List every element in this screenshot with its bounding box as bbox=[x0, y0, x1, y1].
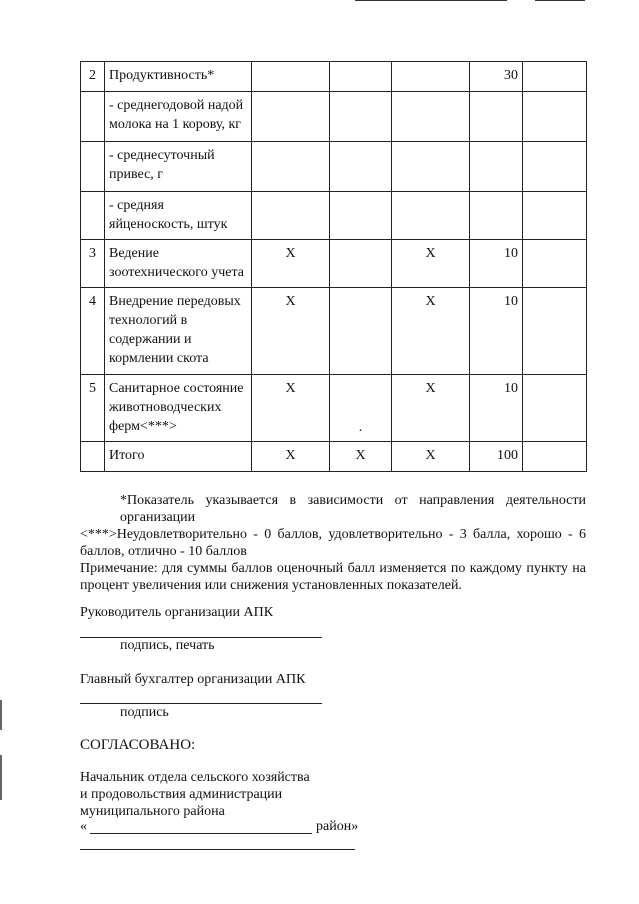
table-row bbox=[81, 92, 587, 142]
table-row bbox=[81, 240, 587, 288]
score-cell: 10 bbox=[470, 240, 523, 288]
mark-cell: X bbox=[330, 442, 392, 472]
score-cell bbox=[470, 92, 523, 142]
mark-cell bbox=[252, 142, 330, 192]
mark-cell bbox=[392, 192, 470, 240]
table-row bbox=[81, 142, 587, 192]
score-cell: 10 bbox=[470, 288, 523, 375]
chief-line: Начальник отдела сельского хозяйства bbox=[80, 770, 310, 785]
empty-cell bbox=[523, 142, 587, 192]
mark-cell bbox=[330, 62, 392, 92]
empty-cell bbox=[523, 240, 587, 288]
empty-cell bbox=[523, 375, 587, 442]
mark-cell bbox=[330, 142, 392, 192]
mark-cell: X bbox=[392, 442, 470, 472]
mark-cell bbox=[252, 92, 330, 142]
chief-line: и продовольствия администрации bbox=[80, 787, 283, 802]
row-label: Санитарное состояние животноводческих ферм<***> bbox=[105, 375, 252, 442]
accountant-caption: подпись bbox=[120, 705, 169, 720]
mark-cell bbox=[392, 142, 470, 192]
mark-cell: X bbox=[252, 375, 330, 442]
note-indicator-cont: организации bbox=[120, 510, 196, 525]
row-label: - средняя яйценоскость, штук bbox=[105, 192, 252, 240]
row-number: 2 bbox=[81, 62, 105, 92]
mark-cell bbox=[330, 92, 392, 142]
table-row bbox=[81, 288, 587, 375]
row-number: 5 bbox=[81, 375, 105, 442]
score-cell: 100 bbox=[470, 442, 523, 472]
score-cell bbox=[470, 192, 523, 240]
row-number bbox=[81, 192, 105, 240]
empty-cell bbox=[523, 442, 587, 472]
note-indicator: *Показатель указывается в зависимости от направления деятельности bbox=[120, 493, 586, 508]
mark-cell bbox=[330, 240, 392, 288]
district-line bbox=[90, 833, 312, 834]
note-remark: Примечание: для суммы баллов оценочный балл изменяется по каждому пункту на процент увеличения или снижения установленных показателей. bbox=[80, 561, 586, 593]
row-label: Итого bbox=[105, 442, 252, 472]
note-scale: <***>Неудовлетворительно - 0 баллов, удовлетворительно - 3 балла, хорошо - 6 баллов, отлично - 10 баллов bbox=[80, 527, 586, 559]
head-title: Руководитель организации АПК bbox=[80, 605, 274, 620]
mark-cell bbox=[252, 62, 330, 92]
row-label: Продуктивность* bbox=[105, 62, 252, 92]
evaluation-table bbox=[80, 61, 587, 472]
mark-cell: X bbox=[392, 240, 470, 288]
mark-cell: X bbox=[392, 288, 470, 375]
mark-cell bbox=[330, 192, 392, 240]
mark-cell: X bbox=[392, 375, 470, 442]
table-row bbox=[81, 62, 587, 92]
mark-cell: . bbox=[330, 375, 392, 442]
approved-heading: СОГЛАСОВАНО: bbox=[80, 737, 196, 753]
table-row bbox=[81, 375, 587, 442]
scan-edge-mark bbox=[0, 700, 2, 730]
score-cell: 30 bbox=[470, 62, 523, 92]
scan-edge-mark bbox=[0, 755, 2, 800]
row-number: 4 bbox=[81, 288, 105, 375]
table-row bbox=[81, 442, 587, 472]
footnotes bbox=[80, 492, 586, 594]
mark-cell: X bbox=[252, 442, 330, 472]
mark-cell bbox=[252, 192, 330, 240]
mark-cell bbox=[392, 62, 470, 92]
mark-cell bbox=[392, 92, 470, 142]
row-number: 3 bbox=[81, 240, 105, 288]
mark-cell: X bbox=[252, 288, 330, 375]
accountant-title: Главный бухгалтер организации АПК bbox=[80, 672, 306, 687]
table-row bbox=[81, 192, 587, 240]
mark-cell bbox=[330, 288, 392, 375]
empty-cell bbox=[523, 288, 587, 375]
scan-mark bbox=[355, 0, 507, 1]
head-caption: подпись, печать bbox=[120, 638, 215, 653]
signature-line bbox=[80, 849, 355, 850]
chief-block bbox=[80, 769, 310, 820]
empty-cell bbox=[523, 92, 587, 142]
empty-cell bbox=[523, 62, 587, 92]
score-cell bbox=[470, 142, 523, 192]
signature-line bbox=[80, 703, 322, 704]
chief-line: муниципального района bbox=[80, 804, 225, 819]
row-number bbox=[81, 442, 105, 472]
mark-cell: X bbox=[252, 240, 330, 288]
row-label: - среднесуточный привес, г bbox=[105, 142, 252, 192]
row-label: Ведение зоотехнического учета bbox=[105, 240, 252, 288]
district-suffix: район» bbox=[316, 819, 359, 834]
row-label: Внедрение передовых технологий в содержании и кормлении скота bbox=[105, 288, 252, 375]
quote-open: « bbox=[80, 819, 87, 834]
score-cell: 10 bbox=[470, 375, 523, 442]
scan-mark bbox=[535, 0, 585, 1]
empty-cell bbox=[523, 192, 587, 240]
row-label: - среднегодовой надой молока на 1 корову, кг bbox=[105, 92, 252, 142]
row-number bbox=[81, 92, 105, 142]
row-number bbox=[81, 142, 105, 192]
